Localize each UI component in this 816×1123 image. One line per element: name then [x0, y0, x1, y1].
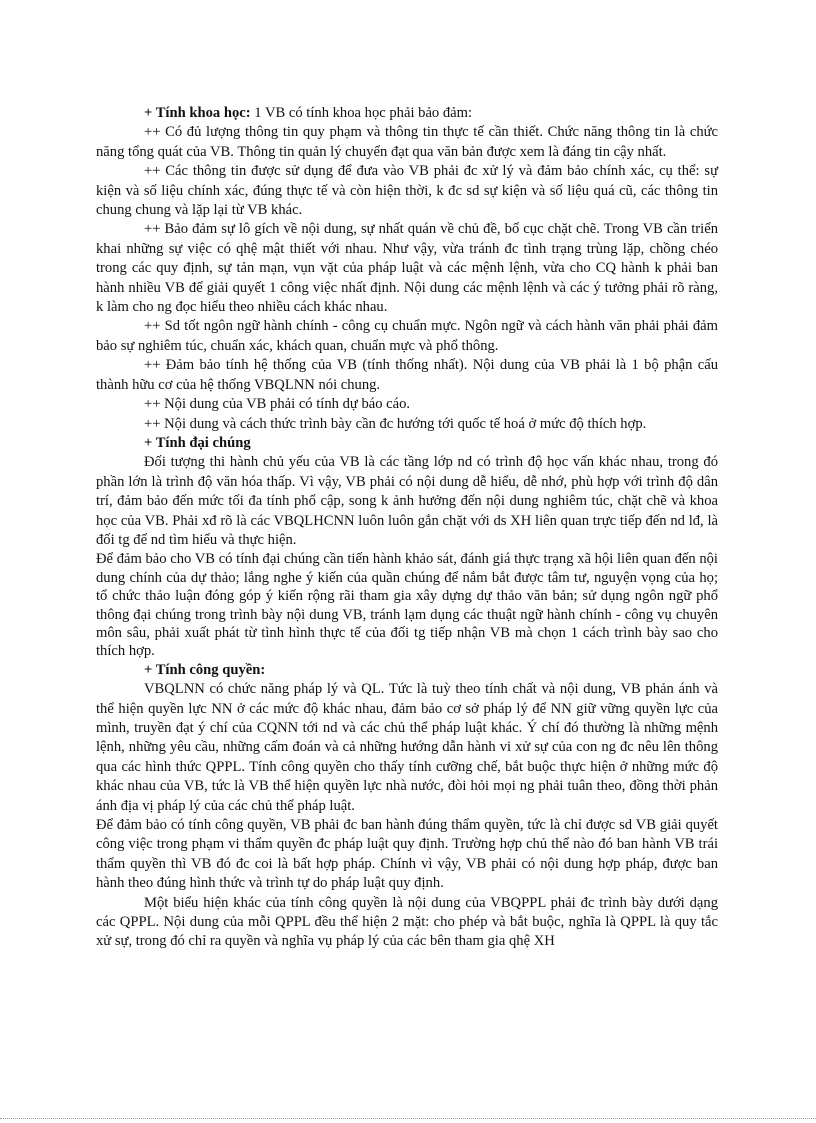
paragraph: Để đảm bảo cho VB có tính đại chúng cần tiến hành khảo sát, đánh giá thực trạng xã hội liên quan đến nội dung chính của dự thảo; lắng nghe ý kiến của quần chúng để nắm bắt được tâm tư, nguyện vọng của họ; tổ chức thảo luận đóng góp ý kiến rộng rãi tham gia xây dựng dự thảo văn bản; sử dụng ngôn ngữ phổ thông đại chúng trong trình bày nội dung VB, tránh lạm dụng các thuật ngữ hành chính - công vụ chuyên môn sâu, phải xuất phát từ tình hình thực tế của đối tg tiếp nhận VB mà chọn 1 cách trình bày sao cho thích hợp.	[96, 551, 718, 660]
paragraph: VBQLNN có chức năng pháp lý và QL. Tức là tuỳ theo tính chất và nội dung, VB phản ánh và thể hiện quyền lực NN ở các mức độ khác nhau, đảm bảo cơ sở pháp lý để NN giữ vững quyền lực của mình, truyền đạt ý chí của CQNN tới nd và các chủ thể pháp luật khác. Ý chí đó thường là những mệnh lệnh, những yêu cầu, những cấm đoán và cả những hướng dẫn hành vi xử sự của con ng đc nêu lên thông qua các hình thức QPPL. Tính công quyền cho thấy tính cưỡng chế, bắt buộc thực hiện ở những mức độ khác nhau của VB, tức là VB thể hiện quyền lực nhà nước, đòi hỏi mọi ng phải tuân theo, đồng thời phản ánh địa vị pháp lý của các chủ thể pháp luật.	[96, 681, 718, 814]
paragraph: ++ Nội dung của VB phải có tính dự báo cáo.	[144, 396, 411, 413]
heading-text: 1 VB có tính khoa học phải bảo đảm:	[250, 105, 473, 121]
heading-label: + Tính đại chúng	[144, 434, 251, 451]
paragraph: Một biểu hiện khác của tính công quyền là nội dung của VBQPPL phải đc trình bày dưới dạng các QPPL. Nội dung của mỗi QPPL đều thể hiện 2 mặt: cho phép và bắt buộc, nghĩa là QPPL là quy tắc xử sự, trong đó chỉ ra quyền và nghĩa vụ pháp lý của các bên tham gia qhệ XH	[96, 894, 718, 950]
document-body	[96, 104, 718, 952]
paragraph: Đối tượng thi hành chủ yếu của VB là các tầng lớp nd có trình độ học vấn khác nhau, trong đó phần lớn là trình độ văn hóa thấp. Vì vậy, VB phải có nội dung dễ hiểu, dễ nhớ, phù hợp với trình độ dân trí, đảm bảo đến mức tối đa tính phổ cập, song k ảnh hưởng đến nội dung nghiêm túc, chặt chẽ và khoa học của VB. Phải xđ rõ là các VBQLHCNN luôn luôn gắn chặt với ds XH liên quan trực tiếp đến nd lđ, là đối tg để nd tìm hiểu và thực hiện.	[96, 454, 718, 548]
heading-tinh-khoa-hoc	[96, 104, 718, 123]
paragraph: ++ Đảm bảo tính hệ thống của VB (tính thống nhất). Nội dung của VB phải là 1 bộ phận cấu thành hữu cơ của hệ thống VBQLNN nói chung.	[96, 357, 718, 393]
paragraph: ++ Bảo đảm sự lô gích về nội dung, sự nhất quán về chủ đề, bố cục chặt chẽ. Trong VB cần triển khai những sự việc có qhệ mật thiết với nhau. Như vậy, vừa tránh đc tình trạng trùng lặp, chồng chéo trong các quy định, sự tản mạn, vụn vặt của pháp luật và các mệnh lệnh, vừa cho CQ hành k phải ban hành nhiều VB để giải quyết 1 công việc nhất định. Nội dung các mệnh lệnh và các ý tưởng phải rõ ràng, k làm cho ng đọc hiểu theo nhiều cách khác nhau.	[96, 221, 718, 316]
heading-tinh-dai-chung	[96, 434, 718, 453]
paragraph: ++ Có đủ lượng thông tin quy phạm và thông tin thực tế cần thiết. Chức năng thông tin là chức năng tổng quát của VB. Thông tin quản lý chuyển đạt qua văn bản được xem là đáng tin cậy nhất.	[96, 124, 718, 160]
heading-label: + Tính khoa học:	[144, 105, 251, 121]
paragraph: ++ Sd tốt ngôn ngữ hành chính - công cụ chuẩn mực. Ngôn ngữ và cách hành văn phải phải đảm bảo sự nghiêm túc, chuẩn xác, khách quan, chuẩn mực và phổ thông.	[96, 318, 718, 354]
paragraph: ++ Nội dung và cách thức trình bày cần đc hướng tới quốc tế hoá ở mức độ thích hợp.	[144, 415, 647, 432]
page-bottom-rule	[0, 1118, 816, 1119]
heading-label: + Tính công quyền:	[144, 661, 266, 678]
paragraph: ++ Các thông tin được sử dụng để đưa vào VB phải đc xử lý và đảm bảo chính xác, cụ thể: sự kiện và số liệu chính xác, đúng thực tế và còn hiện thời, k đc sd sự kiện và số liệu quá cũ, các thông tin chung chung và lặp lại từ VB khác.	[96, 163, 718, 219]
heading-tinh-cong-quyen	[96, 661, 718, 680]
paragraph: Để đảm bảo có tính công quyền, VB phải đc ban hành đúng thẩm quyền, tức là chỉ được sd VB giải quyết công việc trong phạm vi thẩm quyền đc pháp luật quy định. Trường hợp chủ thể nào đó ban hành VB trái thẩm quyền thì VB đó đc coi là bất hợp pháp. Chính vì vậy, VB phải có nội dung hợp pháp, được ban hành theo đúng hình thức và trình tự do pháp luật quy định.	[96, 817, 718, 892]
